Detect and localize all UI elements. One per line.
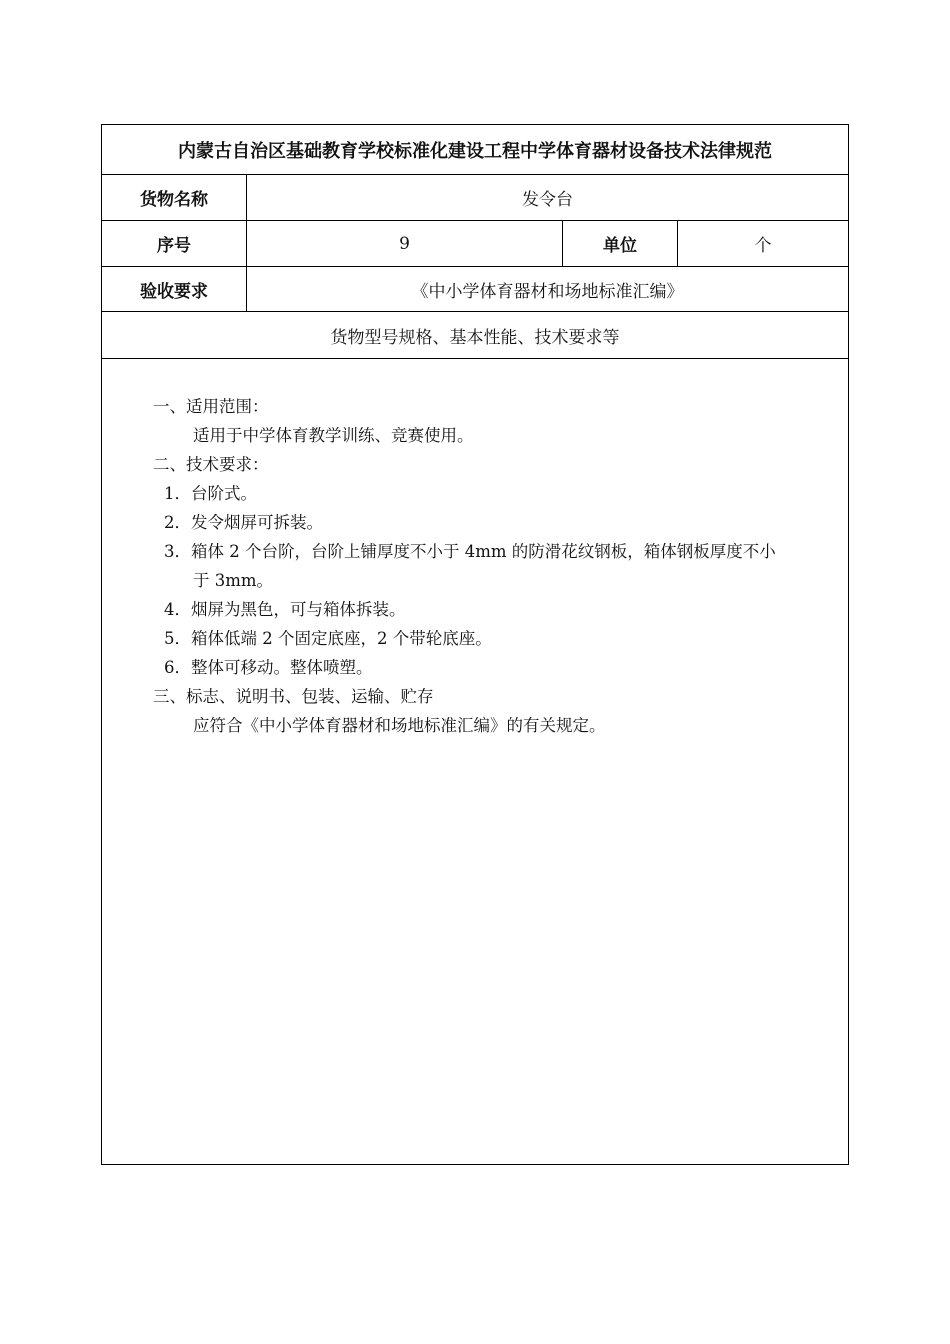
acceptance-row [102, 267, 848, 312]
unit-value: 个 [677, 221, 848, 266]
document-title: 内蒙古自治区基础教育学校标准化建设工程中学体育器材设备技术法律规范 [178, 140, 772, 162]
title-row [102, 125, 848, 175]
list-item: 6．整体可移动。整体喷塑。 [164, 658, 373, 677]
acceptance-value: 《中小学体育器材和场地标准汇编》 [246, 267, 848, 311]
section-heading: 二、技术要求： [153, 455, 269, 474]
section-heading: 三、标志、说明书、包装、运输、贮存 [153, 687, 434, 706]
paragraph: 适用于中学体育教学训练、竞赛使用。 [193, 426, 474, 445]
list-item: 2．发令烟屏可拆装。 [164, 513, 323, 532]
serial-row [102, 221, 848, 267]
spec-header-row [102, 312, 848, 359]
goods-name-row [102, 175, 848, 221]
list-item: 1．台阶式。 [164, 484, 257, 503]
unit-label: 单位 [562, 221, 677, 266]
goods-name-label: 货物名称 [140, 190, 208, 210]
acceptance-label: 验收要求 [140, 281, 208, 302]
list-item: 5．箱体低端 2 个固定底座，2 个带轮底座。 [164, 629, 492, 648]
spec-header: 货物型号规格、基本性能、技术要求等 [330, 327, 620, 348]
list-item-continuation: 于 3mm。 [193, 571, 274, 590]
serial-label: 序号 [157, 236, 191, 256]
section-heading: 一、适用范围： [153, 397, 269, 416]
serial-value: 9 [246, 221, 562, 266]
spec-content [102, 359, 848, 1164]
goods-name-value: 发令台 [246, 175, 848, 220]
list-item: 3．箱体 2 个台阶，台阶上铺厚度不小于 4mm 的防滑花纹钢板，箱体钢板厚度不小 [164, 542, 776, 561]
spec-sheet [101, 124, 849, 1165]
list-item: 4．烟屏为黑色，可与箱体拆装。 [164, 600, 406, 619]
paragraph: 应符合《中小学体育器材和场地标准汇编》的有关规定。 [193, 716, 606, 735]
